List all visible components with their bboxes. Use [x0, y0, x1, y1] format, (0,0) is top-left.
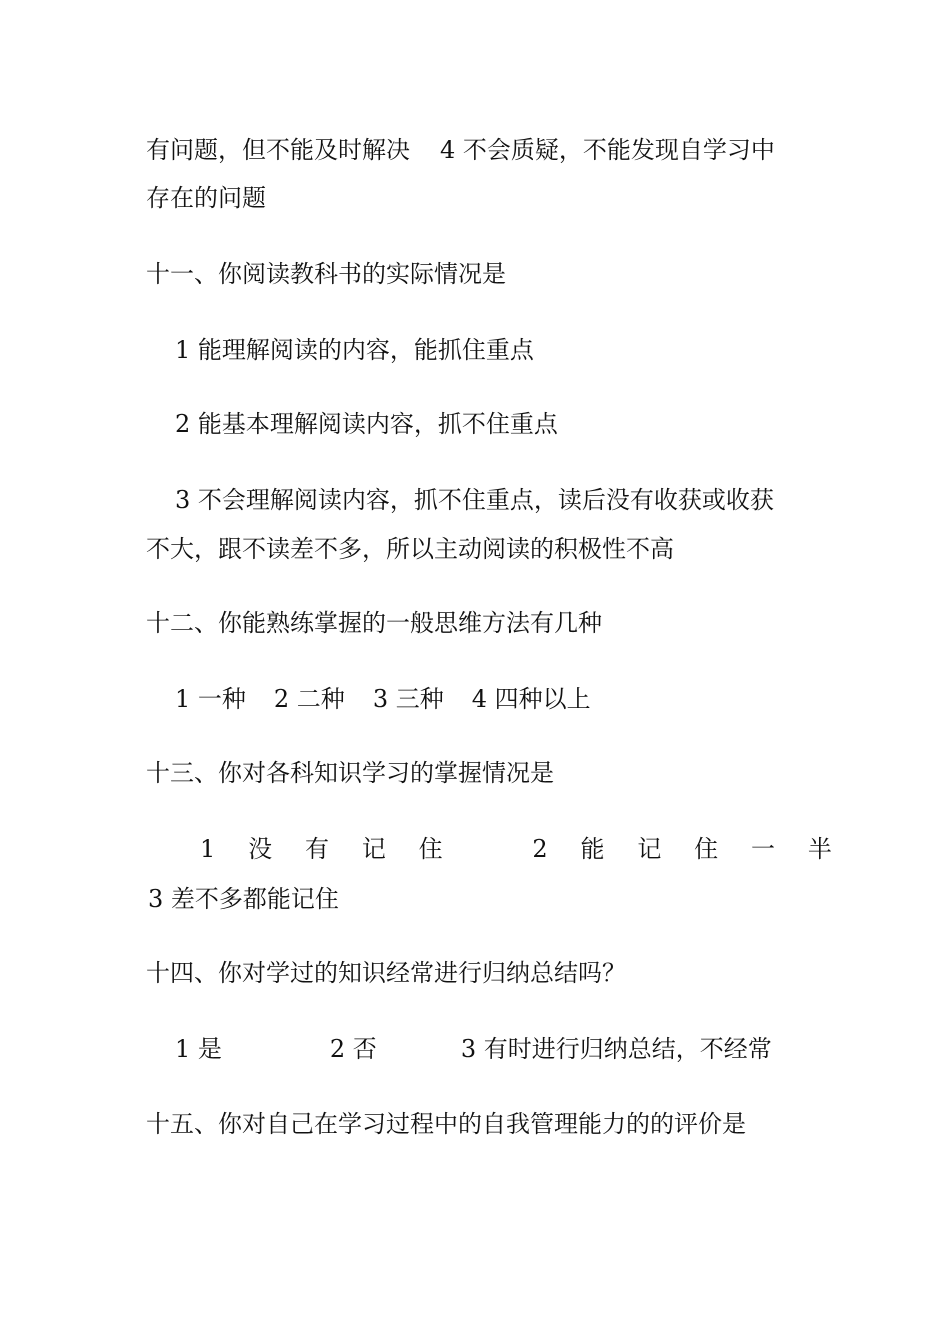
option-line: 3 不会理解阅读内容，抓不住重点，读后没有收获或收获	[175, 486, 774, 514]
option-char: 记	[361, 835, 386, 863]
option-char: 一	[751, 835, 775, 863]
option-line: 3 差不多都能记住	[148, 885, 339, 913]
option-line: 1 能理解阅读的内容，能抓住重点	[175, 336, 534, 364]
option-item: 3 三种	[372, 685, 444, 713]
option-char: 能	[580, 835, 605, 863]
option-item: 3 有时进行归纳总结，不经常	[460, 1035, 772, 1063]
option-row-spaced	[200, 833, 832, 865]
line-segment: 4 不会质疑，不能发现自学习中	[440, 136, 775, 164]
text-line: 存在的问题	[146, 184, 266, 212]
question-heading: 十三、你对各科知识学习的掌握情况是	[146, 759, 554, 787]
text-line	[146, 134, 816, 166]
option-char: 没	[248, 835, 273, 863]
option-item: 2 二种	[273, 685, 345, 713]
option-char: 半	[807, 835, 832, 863]
question-heading: 十二、你能熟练掌握的一般思维方法有几种	[146, 609, 602, 637]
option-row	[175, 683, 845, 715]
question-heading: 十一、你阅读教科书的实际情况是	[146, 260, 506, 288]
option-char: 1	[200, 835, 216, 863]
option-char: 住	[694, 835, 719, 863]
option-char: 有	[304, 835, 329, 863]
option-char: 住	[418, 835, 443, 863]
question-heading: 十四、你对学过的知识经常进行归纳总结吗？	[146, 959, 626, 987]
option-item: 4 四种以上	[471, 685, 591, 713]
option-char	[476, 833, 500, 865]
option-char: 记	[637, 835, 662, 863]
option-item: 2 否	[329, 1035, 377, 1063]
option-line-continued: 不大，跟不读差不多，所以主动阅读的积极性不高	[146, 535, 674, 563]
option-row	[175, 1033, 845, 1065]
question-heading: 十五、你对自己在学习过程中的自我管理能力的的评价是	[146, 1110, 746, 1138]
option-line: 2 能基本理解阅读内容，抓不住重点	[175, 410, 558, 438]
option-char: 2	[532, 835, 548, 863]
line-segment: 有问题，但不能及时解决	[146, 136, 410, 164]
option-item: 1 一种	[175, 685, 246, 713]
option-item: 1 是	[175, 1035, 222, 1063]
